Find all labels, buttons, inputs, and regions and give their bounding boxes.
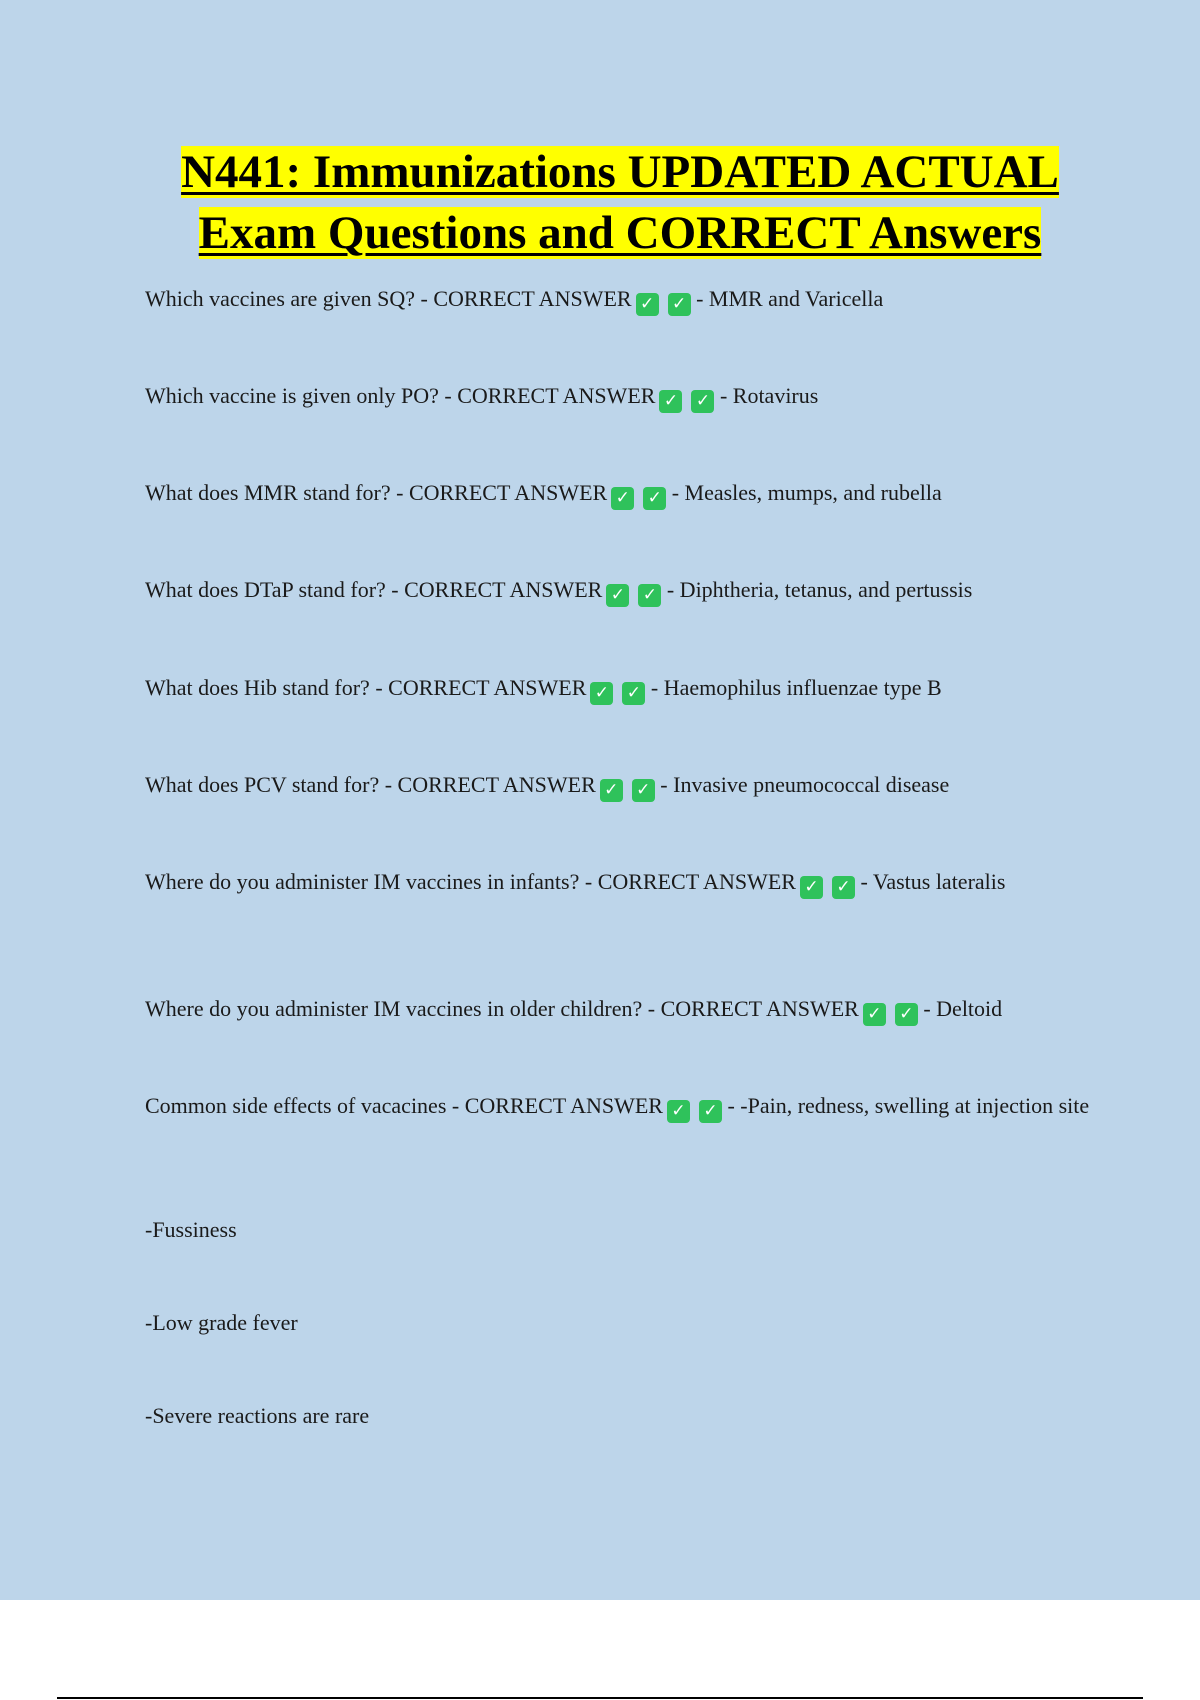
- title-line-2: Exam Questions and CORRECT Answers: [198, 207, 1042, 259]
- qa-item: Common side effects of vacacines - CORRECT ANSWER ✓ ✓ - -Pain, redness, swelling at injection site: [145, 1093, 1090, 1121]
- qa-item: What does Hib stand for? - CORRECT ANSWER ✓ ✓ - Haemophilus influenzae type B: [145, 675, 942, 703]
- check-mark-icon: ✓: [863, 1003, 886, 1026]
- qa-item: Where do you administer IM vaccines in older children? - CORRECT ANSWER ✓ ✓ - Deltoid: [145, 996, 1003, 1024]
- check-mark-icon: ✓: [691, 390, 714, 413]
- check-mark-icon: ✓: [636, 293, 659, 316]
- check-mark-icon: ✓: [643, 487, 666, 510]
- qa-item: What does PCV stand for? - CORRECT ANSWER ✓ ✓ - Invasive pneumococcal disease: [145, 772, 950, 800]
- footer-divider: [57, 1697, 1143, 1699]
- check-mark-icon: ✓: [600, 779, 623, 802]
- qa-item: Where do you administer IM vaccines in infants? - CORRECT ANSWER ✓ ✓ - Vastus lateralis: [145, 869, 1006, 897]
- qa-item: What does MMR stand for? - CORRECT ANSWER ✓ ✓ - Measles, mumps, and rubella: [145, 480, 942, 508]
- side-effect-item: -Low grade fever: [145, 1310, 298, 1335]
- check-mark-icon: ✓: [638, 584, 661, 607]
- check-mark-icon: ✓: [832, 876, 855, 899]
- check-mark-icon: ✓: [800, 876, 823, 899]
- check-mark-icon: ✓: [699, 1100, 722, 1123]
- page-title: [60, 142, 1180, 264]
- side-effect-item: -Severe reactions are rare: [145, 1403, 370, 1428]
- side-effect-item: -Fussiness: [145, 1217, 237, 1242]
- check-mark-icon: ✓: [611, 487, 634, 510]
- qa-item: What does DTaP stand for? - CORRECT ANSWER ✓ ✓ - Diphtheria, tetanus, and pertussis: [145, 577, 973, 605]
- qa-item: Which vaccines are given SQ? - CORRECT ANSWER ✓ ✓ - MMR and Varicella: [145, 286, 884, 314]
- title-line-1: N441: Immunizations UPDATED ACTUAL: [181, 146, 1059, 198]
- check-mark-icon: ✓: [632, 779, 655, 802]
- qa-item: Which vaccine is given only PO? - CORRECT ANSWER ✓ ✓ - Rotavirus: [145, 383, 819, 411]
- check-mark-icon: ✓: [667, 1100, 690, 1123]
- check-mark-icon: ✓: [590, 682, 613, 705]
- check-mark-icon: ✓: [668, 293, 691, 316]
- check-mark-icon: ✓: [606, 584, 629, 607]
- check-mark-icon: ✓: [895, 1003, 918, 1026]
- check-mark-icon: ✓: [659, 390, 682, 413]
- check-mark-icon: ✓: [622, 682, 645, 705]
